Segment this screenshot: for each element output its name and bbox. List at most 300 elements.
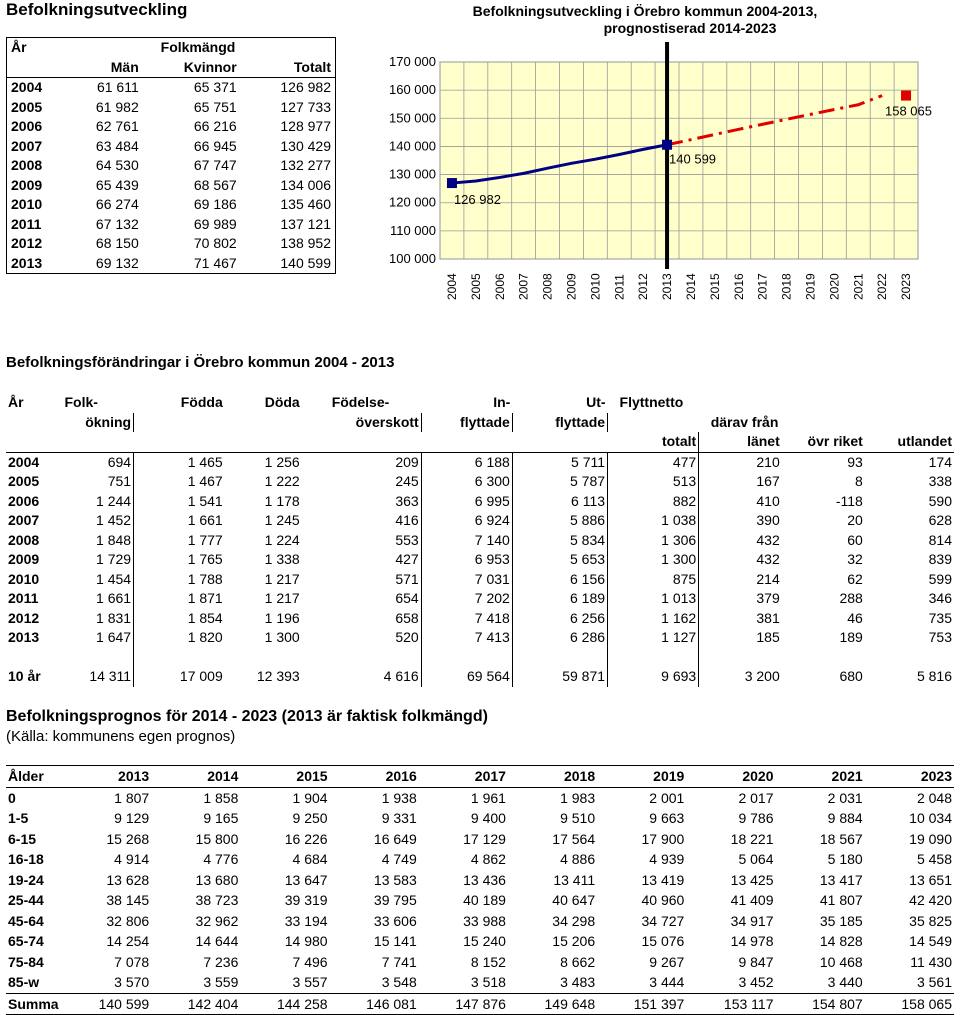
- cell: 571: [302, 570, 422, 590]
- table-row: [7, 234, 335, 254]
- cell: 7 741: [381, 953, 417, 970]
- cell: 13 425: [730, 871, 774, 888]
- cell: 4 914: [114, 851, 150, 868]
- cell: 590: [928, 492, 952, 509]
- row-women: 71 467: [193, 254, 237, 271]
- row-label: 16-18: [8, 851, 44, 868]
- cell: 93: [847, 453, 863, 470]
- cell: 38 145: [106, 892, 150, 909]
- cell: 42 420: [909, 892, 952, 909]
- cell: 4 776: [203, 851, 239, 868]
- cell: 9 847: [738, 953, 774, 970]
- cell: 5 653: [512, 550, 607, 570]
- header-row: [6, 766, 954, 788]
- cell: -118: [835, 492, 863, 509]
- table-row: [6, 849, 954, 870]
- x-tick-label: 2017: [755, 273, 770, 300]
- cell: 69 564: [421, 667, 512, 687]
- y-tick-label: 160 000: [389, 82, 436, 98]
- cell: 2 031: [827, 789, 863, 806]
- cell: 735: [928, 609, 952, 626]
- h-of-which: därav från: [710, 413, 779, 430]
- y-tick-label: 150 000: [389, 110, 436, 126]
- chart-title-line1: Befolkningsutveckling i Örebro kommun 2004-2013,: [472, 3, 818, 19]
- row-label: 85-w: [8, 974, 40, 991]
- cell: 8: [855, 473, 863, 490]
- cell: 8 152: [470, 953, 506, 970]
- row-label: Ålder: [6, 766, 62, 788]
- cell: 13 417: [819, 871, 863, 888]
- cell: 410: [756, 492, 780, 509]
- cell: 1 807: [114, 789, 150, 806]
- cell: 142 404: [151, 993, 240, 1015]
- cell: 1 038: [608, 511, 699, 531]
- x-tick-label: 2016: [731, 273, 746, 300]
- table-row: [6, 870, 954, 891]
- cell: 3 548: [381, 974, 417, 991]
- cell: 4 886: [560, 851, 596, 868]
- cell: 18 567: [819, 830, 863, 847]
- header-population: Folkmängd: [160, 39, 236, 56]
- cell: 189: [839, 629, 863, 646]
- table-row: [6, 452, 954, 472]
- cell: 35 825: [909, 912, 952, 929]
- row-women: 69 186: [193, 196, 237, 213]
- cell: 2014: [151, 766, 240, 788]
- cell: 40 647: [552, 892, 596, 909]
- cell: 9 400: [470, 810, 506, 827]
- cell: 513: [608, 472, 699, 492]
- cell: 2021: [776, 766, 865, 788]
- cell: 41 807: [819, 892, 863, 909]
- row-label: 25-44: [8, 892, 44, 909]
- h-in2: flyttade: [421, 413, 512, 433]
- table-row: [7, 215, 335, 235]
- row-label: 2004: [8, 453, 40, 470]
- row-total: 126 982: [280, 79, 331, 96]
- x-tick-label: 2018: [779, 273, 794, 300]
- x-tick-label: 2004: [444, 273, 459, 300]
- row-year: 2010: [11, 196, 43, 213]
- row-label: 19-24: [8, 871, 44, 888]
- cell: 1 224: [264, 531, 300, 548]
- cell: 1 300: [264, 629, 300, 646]
- row-label: 2008: [8, 531, 40, 548]
- cell: 1 820: [187, 629, 223, 646]
- table-row: [6, 808, 954, 829]
- cell: 694: [47, 452, 134, 472]
- cell: 814: [928, 531, 952, 548]
- h-total: totalt: [608, 432, 699, 452]
- row-label: 2012: [8, 609, 40, 626]
- cell: 147 876: [419, 993, 508, 1015]
- header-men: Män: [61, 58, 143, 78]
- cell: 34 917: [730, 912, 774, 929]
- cell: 1 162: [608, 609, 699, 629]
- row-year: 2011: [11, 215, 42, 232]
- cell: 2020: [686, 766, 775, 788]
- cell: 6 189: [512, 589, 607, 609]
- section3-source: (Källa: kommunens egen prognos): [6, 728, 236, 745]
- cell: 599: [928, 570, 952, 587]
- cell: 17 009: [179, 668, 223, 685]
- cell: 3 444: [649, 974, 685, 991]
- cell: 13 583: [373, 871, 417, 888]
- cell: 7 413: [421, 628, 512, 648]
- cell: 19 090: [909, 830, 952, 847]
- cell: 1 454: [47, 570, 134, 590]
- cell: 882: [608, 492, 699, 512]
- x-tick-label: 2012: [636, 273, 651, 300]
- cell: 2016: [330, 766, 419, 788]
- x-tick-label: 2010: [588, 273, 603, 300]
- cell: 3 557: [292, 974, 328, 991]
- cell: 33 606: [373, 912, 417, 929]
- cell: 15 076: [641, 933, 685, 950]
- cell: 5 180: [827, 851, 863, 868]
- cell: 2 017: [738, 789, 774, 806]
- total-row: [6, 667, 954, 687]
- cell: 381: [756, 609, 780, 626]
- cell: 5 886: [512, 511, 607, 531]
- cell: 33 988: [463, 912, 506, 929]
- table-row: [6, 890, 954, 911]
- row-women: 66 945: [193, 137, 237, 154]
- cell: 15 240: [463, 933, 506, 950]
- cell: 14 978: [730, 933, 774, 950]
- header-total: Totalt: [241, 58, 335, 78]
- cell: 6 188: [421, 452, 512, 472]
- cell: 144 258: [240, 993, 329, 1015]
- row-women: 69 989: [193, 215, 237, 232]
- cell: 245: [302, 472, 422, 492]
- y-tick-label: 170 000: [389, 54, 436, 69]
- cell: 1 013: [608, 589, 699, 609]
- cell: 32 962: [195, 912, 239, 929]
- cell: 4 616: [302, 667, 422, 687]
- header-year: År: [11, 39, 27, 56]
- row-total: 140 599: [280, 254, 331, 271]
- cell: 59 871: [512, 667, 607, 687]
- row-total: 132 277: [280, 157, 331, 174]
- cell: 158 065: [865, 993, 954, 1015]
- row-year: 2013: [11, 254, 43, 271]
- cell: 1 661: [187, 512, 223, 529]
- cell: 3 570: [114, 974, 150, 991]
- cell: 174: [928, 453, 952, 470]
- row-men: 63 484: [95, 137, 139, 154]
- cell: 9 331: [381, 810, 417, 827]
- cell: 7 140: [421, 531, 512, 551]
- cell: 16 226: [284, 830, 328, 847]
- cell: 6 286: [512, 628, 607, 648]
- y-tick-label: 120 000: [389, 194, 436, 210]
- cell: 62: [847, 570, 863, 587]
- cell: 46: [847, 609, 863, 626]
- cell: 2 048: [916, 789, 952, 806]
- cell: 2017: [419, 766, 508, 788]
- cell: 1 661: [47, 589, 134, 609]
- cell: 2013: [62, 766, 151, 788]
- row-label: 0: [8, 789, 16, 806]
- cell: 1 854: [187, 609, 223, 626]
- x-tick-label: 2005: [468, 273, 483, 300]
- row-men: 61 611: [96, 79, 139, 96]
- h-out: Ut-: [586, 394, 606, 411]
- cell: 13 680: [195, 871, 239, 888]
- row-women: 65 371: [193, 79, 237, 96]
- x-tick-label: 2019: [803, 273, 818, 300]
- data-label-2004: 126 982: [453, 192, 501, 208]
- cell: 5 711: [512, 452, 607, 472]
- row-year: 2006: [11, 118, 43, 135]
- cell: 151 397: [597, 993, 686, 1015]
- cell: 13 647: [284, 871, 328, 888]
- cell: 1 831: [47, 609, 134, 629]
- cell: 210: [756, 453, 780, 470]
- cell: 1 777: [187, 531, 223, 548]
- table-row: [6, 589, 954, 609]
- cell: 14 549: [909, 933, 952, 950]
- h-abroad: utlandet: [897, 433, 952, 450]
- data-label-2013: 140 599: [669, 151, 717, 167]
- cell: 13 651: [909, 871, 952, 888]
- cell: 1 765: [187, 551, 223, 568]
- h-net: Flyttnetto: [619, 394, 684, 411]
- cell: 2019: [597, 766, 686, 788]
- row-label: 2011: [8, 590, 39, 607]
- cell: 9 267: [649, 953, 685, 970]
- table-row: [6, 972, 954, 993]
- cell: 60: [847, 531, 863, 548]
- cell: 154 807: [776, 993, 865, 1015]
- cell: 658: [302, 609, 422, 629]
- cell: 1 127: [608, 628, 699, 648]
- row-men: 68 150: [95, 235, 139, 252]
- row-year: 2008: [11, 157, 43, 174]
- table-row: [6, 787, 954, 808]
- cell: 2 001: [649, 789, 685, 806]
- cell: 5 816: [916, 668, 952, 685]
- population-table: [6, 37, 336, 274]
- data-point-2013: [662, 140, 672, 150]
- cell: 427: [302, 550, 422, 570]
- row-women: 70 802: [193, 235, 237, 252]
- cell: 16 649: [373, 830, 417, 847]
- cell: 17 129: [463, 830, 506, 847]
- cell: 7 202: [421, 589, 512, 609]
- cell: 214: [756, 570, 780, 587]
- y-tick-label: 100 000: [389, 251, 436, 266]
- row-total: 134 006: [280, 176, 331, 193]
- cell: 9 786: [738, 810, 774, 827]
- cell: 9 510: [560, 810, 596, 827]
- row-total: 137 121: [280, 215, 331, 232]
- cell: 416: [302, 511, 422, 531]
- cell: 1 244: [47, 492, 134, 512]
- cell: 5 458: [916, 851, 952, 868]
- cell: 432: [756, 531, 780, 548]
- cell: 146 081: [330, 993, 419, 1015]
- h-growth2: ökning: [47, 413, 134, 433]
- cell: 2018: [508, 766, 597, 788]
- cell: 5 834: [512, 531, 607, 551]
- table-row: [7, 98, 335, 118]
- cell: 13 628: [106, 871, 150, 888]
- cell: 477: [608, 452, 699, 472]
- table-row: [7, 195, 335, 215]
- cell: 140 599: [62, 993, 151, 1015]
- row-label: 2009: [8, 551, 40, 568]
- cell: 628: [928, 512, 952, 529]
- chart-title-line2: prognostiserad 2014-2023: [603, 20, 777, 36]
- cell: 3 483: [560, 974, 596, 991]
- cell: 6 300: [421, 472, 512, 492]
- row-label: 2006: [8, 492, 40, 509]
- cell: 13 436: [463, 871, 506, 888]
- table-row: [7, 78, 335, 98]
- cell: 9 884: [827, 810, 863, 827]
- row-women: 66 216: [193, 118, 237, 135]
- data-point-2023: [901, 91, 911, 101]
- table-row: [6, 472, 954, 492]
- cell: 32 806: [106, 912, 150, 929]
- cell: 14 980: [284, 933, 328, 950]
- h-growth: Folk-: [64, 394, 98, 411]
- cell: 14 644: [195, 933, 239, 950]
- cell: 10 034: [909, 810, 952, 827]
- y-tick-label: 110 000: [389, 222, 436, 238]
- cell: 1 465: [187, 453, 223, 470]
- cell: 39 319: [284, 892, 328, 909]
- cell: 14 311: [47, 667, 134, 687]
- x-tick-label: 2006: [492, 273, 507, 300]
- cell: 7 236: [203, 953, 239, 970]
- cell: 1 217: [264, 570, 300, 587]
- row-year: 2012: [11, 235, 43, 252]
- cell: 40 960: [641, 892, 685, 909]
- table-row: [6, 550, 954, 570]
- cell: 1 647: [47, 628, 134, 648]
- h-surplus: Födelse-: [331, 394, 390, 411]
- cell: 3 200: [744, 668, 780, 685]
- data-point-2004: [447, 178, 457, 188]
- y-tick-label: 140 000: [389, 138, 436, 154]
- table-row: [6, 911, 954, 932]
- cell: 288: [839, 590, 863, 607]
- cell: 520: [302, 628, 422, 648]
- cell: 346: [928, 590, 952, 607]
- cell: 14 254: [106, 933, 150, 950]
- cell: 1 729: [47, 550, 134, 570]
- cell: 7 078: [114, 953, 150, 970]
- h-rest: övr riket: [807, 433, 863, 450]
- cell: 1 541: [187, 492, 223, 509]
- cell: 1 300: [608, 550, 699, 570]
- row-year: 2009: [11, 176, 43, 193]
- cell: 1 178: [264, 492, 300, 509]
- cell: 1 938: [381, 789, 417, 806]
- cell: 15 141: [373, 933, 417, 950]
- cell: 14 828: [819, 933, 863, 950]
- cell: 7 031: [421, 570, 512, 590]
- cell: 680: [839, 668, 863, 685]
- cell: 34 298: [552, 912, 596, 929]
- cell: 1 788: [187, 570, 223, 587]
- cell: 1 961: [470, 789, 506, 806]
- x-tick-label: 2015: [707, 273, 722, 300]
- cell: 167: [756, 473, 780, 490]
- h-surplus2: överskott: [302, 413, 422, 433]
- cell: 3 452: [738, 974, 774, 991]
- y-tick-label: 130 000: [389, 166, 436, 182]
- h-born: Födda: [180, 394, 223, 411]
- row-men: 65 439: [95, 176, 139, 193]
- x-tick-label: 2021: [851, 273, 866, 300]
- h-out2: flyttade: [512, 413, 607, 433]
- row-year: 2007: [11, 137, 43, 154]
- cell: 1 858: [203, 789, 239, 806]
- row-total: 128 977: [280, 118, 331, 135]
- cell: 3 440: [827, 974, 863, 991]
- cell: 8 662: [560, 953, 596, 970]
- table-row: [6, 952, 954, 973]
- x-tick-label: 2013: [660, 273, 675, 300]
- row-label: 1-5: [8, 810, 29, 827]
- row-men: 61 982: [95, 98, 139, 115]
- cell: 1 196: [264, 609, 300, 626]
- cell: 379: [756, 590, 780, 607]
- table-row: [6, 829, 954, 850]
- row-men: 67 132: [95, 215, 139, 232]
- cell: 15 206: [552, 933, 596, 950]
- cell: 6 953: [421, 550, 512, 570]
- cell: 654: [302, 589, 422, 609]
- section2-title: Befolkningsförändringar i Örebro kommun 2004 - 2013: [6, 354, 395, 371]
- section1-title: Befolkningsutveckling: [6, 0, 188, 19]
- x-tick-label: 2014: [683, 273, 698, 300]
- row-women: 67 747: [193, 157, 237, 174]
- cell: 4 939: [649, 851, 685, 868]
- cell: 1 983: [560, 789, 596, 806]
- cell: 6 156: [512, 570, 607, 590]
- row-label: 65-74: [8, 933, 44, 950]
- cell: 7 496: [292, 953, 328, 970]
- cell: 6 995: [421, 492, 512, 512]
- cell: 390: [756, 512, 780, 529]
- cell: 1 871: [187, 590, 223, 607]
- cell: 41 409: [730, 892, 774, 909]
- cell: 338: [928, 473, 952, 490]
- cell: 1 452: [47, 511, 134, 531]
- cell: 1 256: [264, 453, 300, 470]
- row-label: 2010: [8, 570, 40, 587]
- row-label: 2007: [8, 512, 40, 529]
- table-row: [6, 628, 954, 648]
- row-label: Summa: [6, 993, 62, 1015]
- row-year: 2004: [11, 79, 43, 96]
- row-year: 2005: [11, 98, 43, 115]
- cell: 9 165: [203, 810, 239, 827]
- row-total: 127 733: [280, 98, 331, 115]
- cell: 1 217: [264, 590, 300, 607]
- cell: 553: [302, 531, 422, 551]
- x-tick-label: 2023: [899, 273, 914, 300]
- table-row: [7, 137, 335, 157]
- table-row: [6, 531, 954, 551]
- row-men: 69 132: [95, 254, 139, 271]
- spacer-row: [6, 648, 954, 668]
